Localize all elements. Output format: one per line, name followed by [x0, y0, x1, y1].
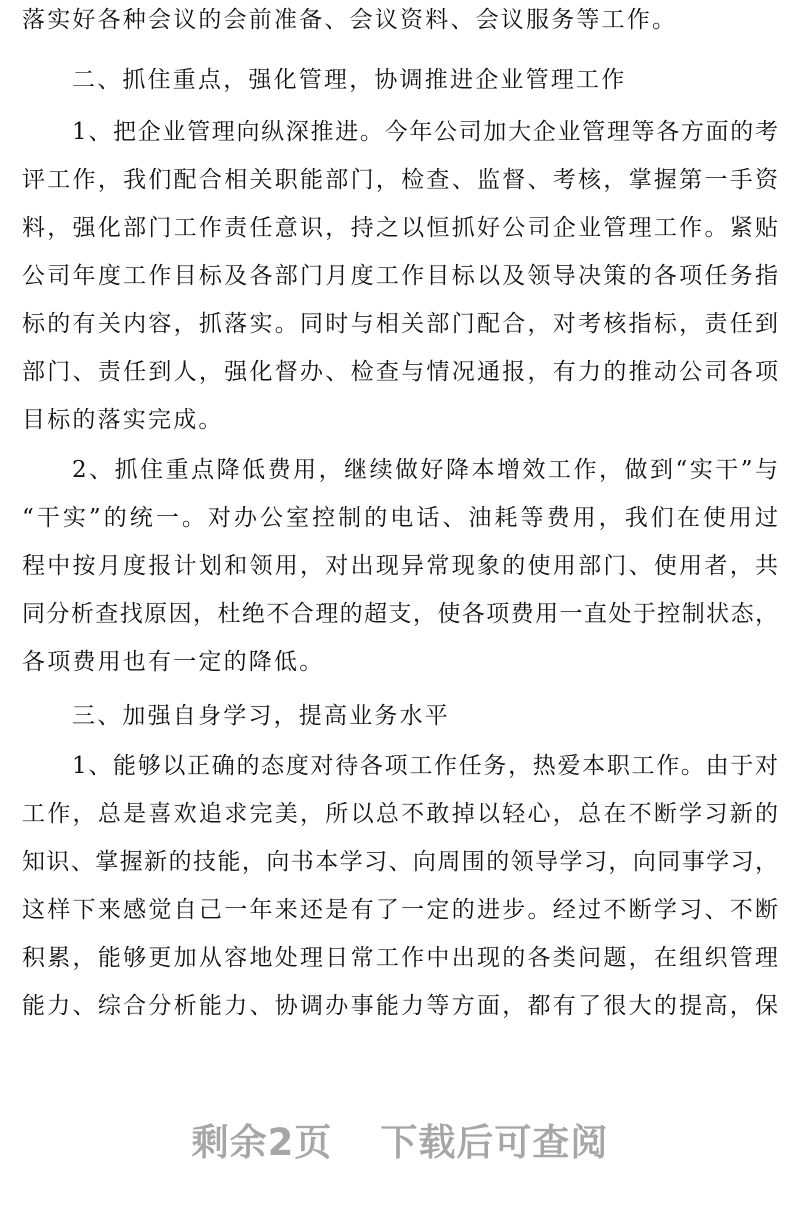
paragraph-line: 公司年度工作目标及各部门月度工作目标以及领导决策的各项任务指 [22, 263, 778, 289]
section-heading: 三、加强自身学习，提高业务水平 [72, 703, 450, 729]
paragraph-line: 2、抓住重点降低费用，继续做好降本增效工作，做到“实干”与 [72, 457, 778, 483]
paragraph-line: 同分析查找原因，杜绝不合理的超支，使各项费用一直处于控制状态， [22, 601, 778, 627]
paragraph-line: 这样下来感觉自己一年来还是有了一定的进步。经过不断学习、不断 [22, 897, 778, 923]
paragraph-line: 1、把企业管理向纵深推进。今年公司加大企业管理等各方面的考 [72, 119, 778, 145]
remaining-pages-label[interactable]: 剩余2页 [191, 1121, 333, 1164]
paragraph-line: 各项费用也有一定的降低。 [22, 649, 325, 675]
paragraph-line: 1、能够以正确的态度对待各项工作任务，热爱本职工作。由于对 [72, 753, 778, 779]
download-to-view-label[interactable]: 下载后可查阅 [380, 1121, 609, 1164]
paragraph-line: 落实好各种会议的会前准备、会议资料、会议服务等工作。 [22, 7, 678, 33]
paragraph-line: 评工作，我们配合相关职能部门，检查、监督、考核，掌握第一手资 [22, 167, 778, 193]
paragraph-line: 工作，总是喜欢追求完美，所以总不敢掉以轻心，总在不断学习新的 [22, 801, 778, 827]
paragraph-line: 料，强化部门工作责任意识，持之以恒抓好公司企业管理工作。紧贴 [22, 215, 778, 241]
paragraph-line: “干实”的统一。对办公室控制的电话、油耗等费用，我们在使用过 [22, 505, 778, 531]
section-heading: 二、抓住重点，强化管理，协调推进企业管理工作 [72, 67, 627, 93]
paragraph-line: 标的有关内容，抓落实。同时与相关部门配合，对考核指标，责任到 [22, 311, 778, 337]
paragraph-line: 知识、掌握新的技能，向书本学习、向周围的领导学习，向同事学习， [22, 849, 778, 875]
paragraph-line: 目标的落实完成。 [22, 407, 224, 433]
paragraph-line: 部门、责任到人，强化督办、检查与情况通报，有力的推动公司各项 [22, 359, 778, 385]
paragraph-line: 积累，能够更加从容地处理日常工作中出现的各类问题，在组织管理 [22, 945, 778, 971]
paragraph-line: 程中按月度报计划和领用，对出现异常现象的使用部门、使用者，共 [22, 553, 778, 579]
paragraph-line: 能力、综合分析能力、协调办事能力等方面，都有了很大的提高，保 [22, 993, 778, 1019]
download-prompt[interactable] [0, 1112, 800, 1166]
